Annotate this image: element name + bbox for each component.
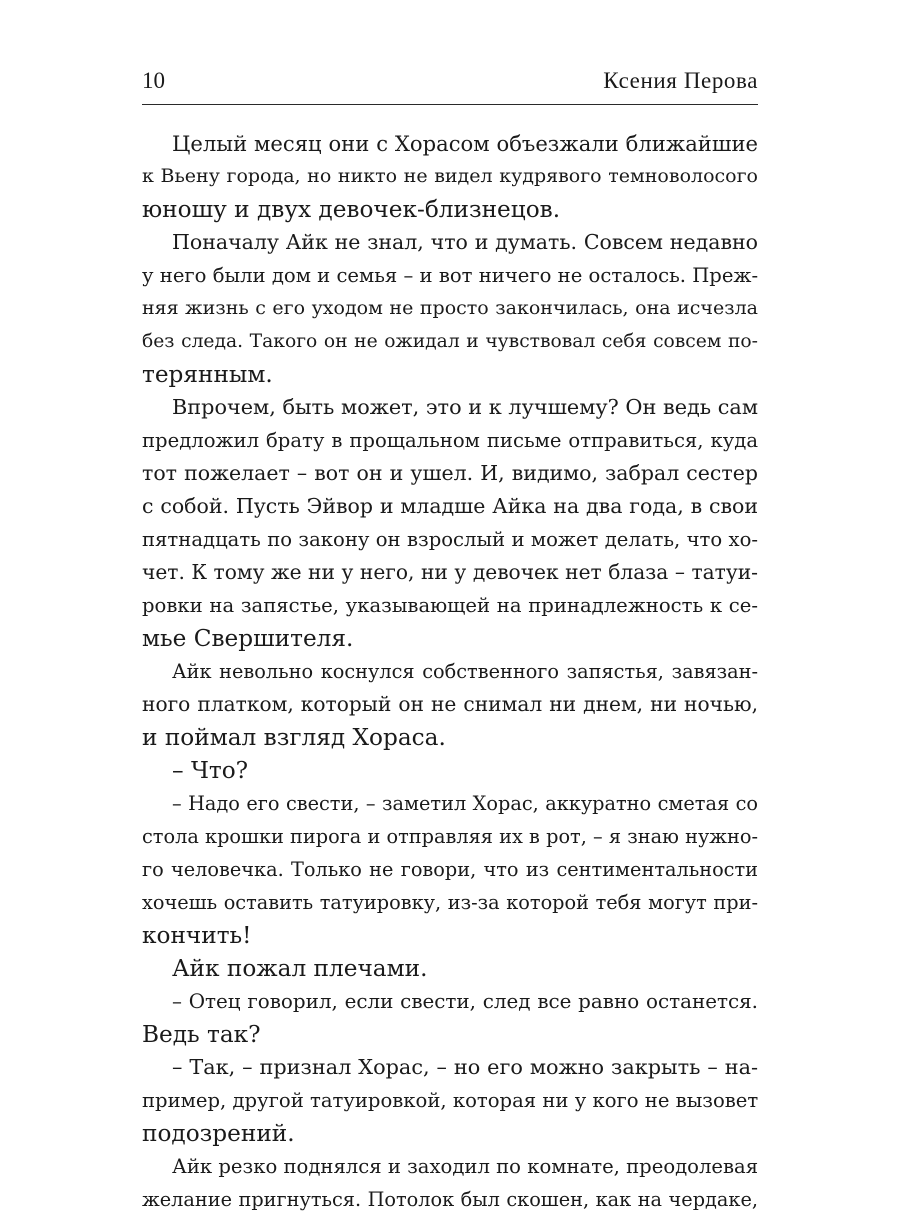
text-line: мье Свершителя. [142,625,354,652]
text-line: – Что? [172,757,249,784]
text-line: Целый месяц они с Хорасом объезжали ближайшие [172,131,758,156]
text-line: чет. К тому же ни у него, ни у девочек нет блаза – татуи- [142,560,758,584]
body-text [142,127,758,1216]
text-line: без следа. Такого он не ожидал и чувствовал себя совсем по- [142,331,758,352]
page-header [142,66,758,105]
page-number: 10 [142,68,165,93]
text-line: и поймал взгляд Хораса. [142,724,446,751]
text-line: Поначалу Айк не знал, что и думать. Совсем недавно [172,230,758,254]
text-line: ного платком, который он не снимал ни днем, ни ночью, [142,692,758,716]
text-line: пример, другой татуировкой, которая ни у кого не вызовет [142,1089,758,1112]
text-line: стола крошки пирога и отправляя их в рот, – я знаю нужно- [142,825,758,848]
text-line: у него были дом и семья – и вот ничего не осталось. Преж- [142,264,758,287]
text-line: подозрений. [142,1120,295,1147]
text-line: хочешь оставить татуировку, из-за которой тебя могут при- [142,891,758,914]
text-line: Айк резко поднялся и заходил по комнате, преодолевая [172,1155,758,1178]
author-running-head: Ксения Перова [603,68,758,93]
text-line: с собой. Пусть Эйвор и младше Айка на два года, в свои [142,494,758,518]
text-line: няя жизнь с его уходом не просто закончилась, она исчезла [142,297,758,319]
text-line: терянным. [142,361,273,388]
text-line: тот пожелает – вот он и ушел. И, видимо, забрал сестер [142,461,758,485]
text-line: – Отец говорил, если свести, след все равно останется. [172,990,758,1013]
text-line: – Так, – признал Хорас, – но его можно закрыть – на- [172,1055,758,1079]
text-line: кончить! [142,922,252,949]
text-line: юношу и двух девочек-близнецов. [142,196,561,223]
text-line: ровки на запястье, указывающей на принадлежность к се- [142,594,758,617]
text-line: – Надо его свести, – заметил Хорас, аккуратно сметая со [172,792,758,815]
text-line: го человечка. Только не говори, что из сентиментальности [142,858,758,881]
text-line: пятнадцать по закону он взрослый и может делать, что хо- [142,528,758,551]
text-line: к Вьену города, но никто не видел кудрявого темноволосого [142,165,758,187]
text-line: Ведь так? [142,1021,261,1048]
text-line: Впрочем, быть может, это и к лучшему? Он ведь сам [172,395,758,419]
text-line: желание пригнуться. Потолок был скошен, как на чердаке, [142,1188,758,1211]
text-line: предложил брату в прощальном письме отправиться, куда [142,429,758,452]
text-line: Айк пожал плечами. [172,955,428,982]
text-line: Айк невольно коснулся собственного запястья, завязан- [172,660,758,683]
